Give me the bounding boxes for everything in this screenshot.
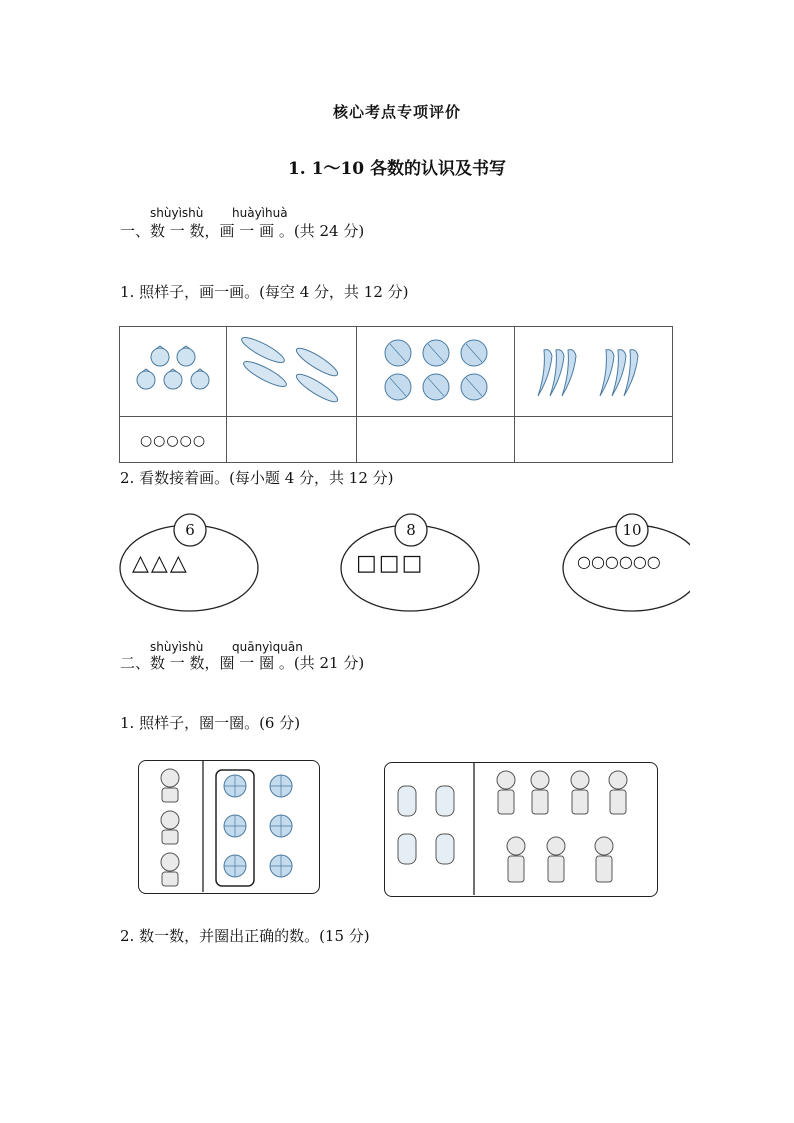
watch-icon bbox=[398, 786, 454, 864]
circle-task-figure bbox=[384, 762, 658, 898]
oval-number-8: 8 bbox=[406, 521, 416, 539]
oval-number-10: 10 bbox=[622, 521, 642, 539]
section1-pinyin-b: huàyìhuà bbox=[232, 206, 288, 220]
answer-cell-cucumber[interactable] bbox=[227, 417, 357, 463]
cucumber-icon bbox=[237, 332, 347, 408]
tomato-cell bbox=[120, 327, 227, 417]
drawing-table bbox=[119, 326, 673, 463]
q1-label: 1. 照样子，画一画。(每空 4 分，共 12 分) bbox=[120, 283, 409, 301]
cucumber-cell bbox=[227, 327, 357, 417]
answer-cell-watermelon[interactable] bbox=[357, 417, 515, 463]
example-answer-cell bbox=[120, 417, 227, 463]
oval-shapes-triangles: △△△ bbox=[132, 551, 189, 576]
tomato-icon bbox=[128, 340, 218, 400]
page-title: 核心考点专项评价 bbox=[332, 103, 461, 121]
pepper-icon bbox=[534, 338, 654, 402]
oval-shapes-squares: □□□ bbox=[356, 551, 425, 576]
child-icon bbox=[497, 771, 627, 882]
s2-q1-label: 1. 照样子，圈一圈。(6 分) bbox=[120, 714, 301, 732]
pepper-cell bbox=[515, 327, 673, 417]
circle-example-figure bbox=[138, 760, 320, 894]
watermelon-icon bbox=[376, 336, 496, 404]
q2-label: 2. 看数接着画。(每小题 4 分，共 12 分) bbox=[120, 469, 394, 487]
oval-number-6: 6 bbox=[185, 521, 195, 539]
child-icon bbox=[161, 769, 179, 886]
section1-heading: 一、数 一 数，画 一 画 。(共 24 分) bbox=[120, 222, 365, 240]
watermelon-cell bbox=[357, 327, 515, 417]
example-answer: ○○○○○ bbox=[139, 433, 207, 449]
page-subtitle: 1. 1～10 各数的认识及书写 bbox=[287, 159, 507, 179]
oval-shapes-circles: ○○○○○○ bbox=[577, 552, 661, 571]
section2-pinyin-b: quānyìquān bbox=[232, 640, 303, 654]
section1-pinyin-a: shùyìshù bbox=[150, 206, 204, 220]
answer-cell-pepper[interactable] bbox=[515, 417, 673, 463]
s2-q2-label: 2. 数一数，并圈出正确的数。(15 分) bbox=[120, 927, 370, 945]
section2-heading: 二、数 一 数，圈 一 圈 。(共 21 分) bbox=[120, 654, 365, 672]
section2-pinyin-a: shùyìshù bbox=[150, 640, 204, 654]
